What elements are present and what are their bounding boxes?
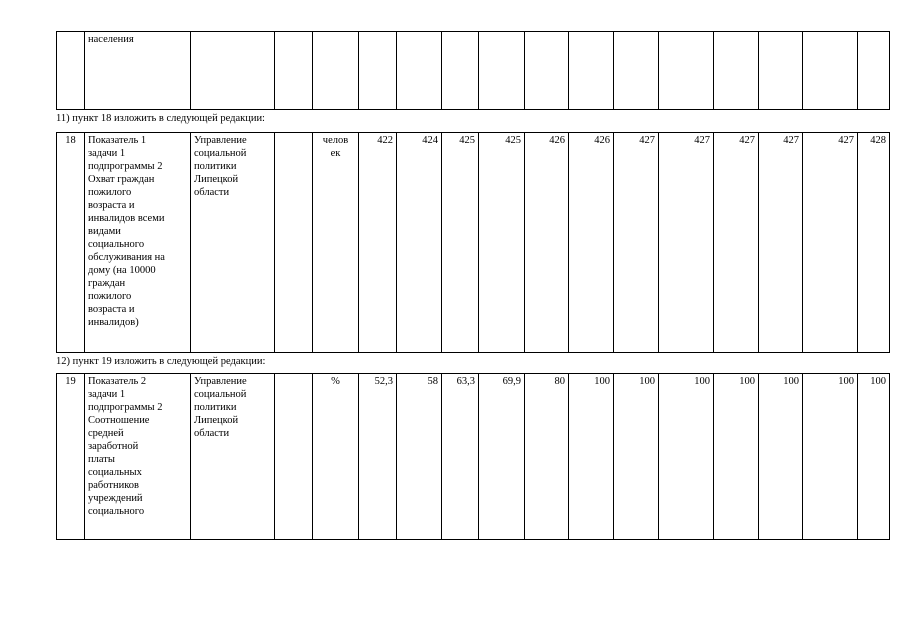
- cell-value: 58: [397, 374, 442, 540]
- cell-value: [442, 32, 479, 110]
- cell-value: 428: [858, 133, 890, 353]
- cell-indicator: Показатель 2 задачи 1 подпрограммы 2 Соотношение средней заработной платы социальных работников учреждений социального: [85, 374, 191, 540]
- table-top-fragment: [56, 31, 890, 110]
- cell-value: 100: [803, 374, 858, 540]
- cell-value: 100: [569, 374, 614, 540]
- cell-value: [759, 32, 803, 110]
- amendment-note-12: 12) пункт 19 изложить в следующей редакции:: [56, 356, 266, 367]
- cell-num: 19: [57, 374, 85, 540]
- cell-value: 52,3: [359, 374, 397, 540]
- cell-value: 427: [803, 133, 858, 353]
- cell-value: [614, 32, 659, 110]
- cell-num: [57, 32, 85, 110]
- cell-empty: [275, 374, 313, 540]
- cell-num: 18: [57, 133, 85, 353]
- cell-value: 69,9: [479, 374, 525, 540]
- table-row: [57, 374, 890, 540]
- cell-value: 425: [442, 133, 479, 353]
- cell-value: 100: [858, 374, 890, 540]
- cell-value: 100: [659, 374, 714, 540]
- cell-value: 426: [525, 133, 569, 353]
- cell-value: 427: [714, 133, 759, 353]
- cell-value: 422: [359, 133, 397, 353]
- cell-value: [479, 32, 525, 110]
- cell-value: [525, 32, 569, 110]
- table-row: [57, 133, 890, 353]
- cell-executor: [191, 32, 275, 110]
- cell-value: 425: [479, 133, 525, 353]
- table-row: [57, 32, 890, 110]
- cell-unit: челов ек: [313, 133, 359, 353]
- cell-value: 424: [397, 133, 442, 353]
- cell-value: 427: [614, 133, 659, 353]
- cell-indicator: Показатель 1 задачи 1 подпрограммы 2 Охват граждан пожилого возраста и инвалидов всеми видами социального обслуживания на дому (на 10000 граждан пожилого возраста и инвалидов): [85, 133, 191, 353]
- table-row-18: [56, 132, 890, 353]
- cell-value: 427: [659, 133, 714, 353]
- amendment-note-11: 11) пункт 18 изложить в следующей редакции:: [56, 113, 265, 124]
- cell-executor: Управление социальной политики Липецкой области: [191, 374, 275, 540]
- cell-executor: Управление социальной политики Липецкой области: [191, 133, 275, 353]
- cell-value: [714, 32, 759, 110]
- cell-value: 100: [614, 374, 659, 540]
- cell-value: [659, 32, 714, 110]
- cell-unit: %: [313, 374, 359, 540]
- cell-value: [803, 32, 858, 110]
- cell-value: 63,3: [442, 374, 479, 540]
- cell-empty: [275, 133, 313, 353]
- table-row-19: [56, 373, 890, 540]
- cell-empty: [275, 32, 313, 110]
- cell-value: 426: [569, 133, 614, 353]
- cell-value: 427: [759, 133, 803, 353]
- cell-value: [359, 32, 397, 110]
- cell-indicator: населения: [85, 32, 191, 110]
- cell-value: [569, 32, 614, 110]
- cell-value: 80: [525, 374, 569, 540]
- cell-value: [858, 32, 890, 110]
- cell-unit: [313, 32, 359, 110]
- cell-value: 100: [759, 374, 803, 540]
- cell-value: 100: [714, 374, 759, 540]
- cell-value: [397, 32, 442, 110]
